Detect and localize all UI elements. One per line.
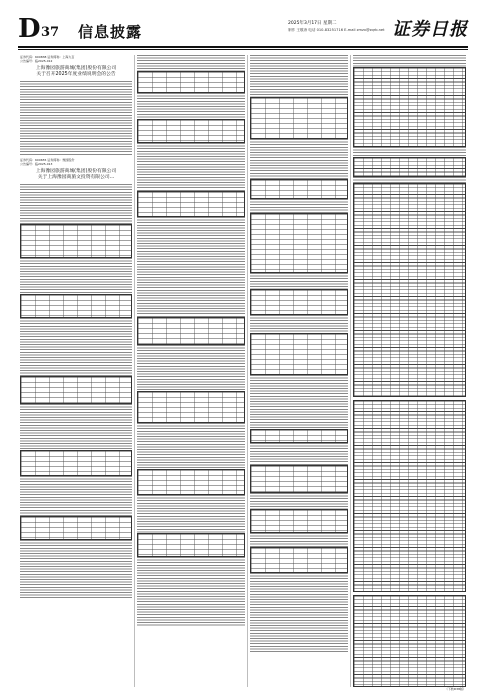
body-text [137, 55, 245, 71]
body-text [137, 423, 245, 469]
notice-title: 关于上海豫园商旅文投资有限公司... [37, 175, 115, 180]
body-text [137, 495, 245, 533]
body-text [137, 217, 245, 317]
notice-headline [20, 63, 132, 81]
data-table [250, 179, 348, 199]
data-table [137, 71, 245, 93]
announcement-number: 公告编号：临2025-012 [20, 59, 53, 63]
data-table [20, 376, 132, 404]
column-divider [350, 55, 351, 687]
body-text [20, 540, 132, 600]
security-code-line: 证券代码：600838 证券简称：上海九百 [20, 55, 75, 59]
data-table [250, 465, 348, 493]
body-text [353, 55, 466, 67]
data-table [353, 595, 466, 687]
body-text [250, 273, 348, 289]
body-text [250, 315, 348, 333]
body-text [250, 375, 348, 429]
body-text [250, 533, 348, 547]
data-table [137, 469, 245, 495]
data-table [137, 317, 245, 345]
data-table [353, 400, 466, 592]
data-table [20, 450, 132, 476]
body-text [20, 318, 132, 376]
data-table [137, 391, 245, 423]
body-text [250, 55, 348, 97]
body-text [137, 557, 245, 627]
page-number: 37 [41, 25, 60, 40]
body-text [137, 345, 245, 391]
data-table [250, 97, 348, 139]
data-table [137, 119, 245, 143]
data-table [250, 547, 348, 573]
masthead-rule-thick [18, 46, 468, 48]
body-text [20, 81, 132, 155]
section-title: 信息披露 [78, 23, 143, 41]
body-text [250, 139, 348, 179]
data-table [353, 157, 466, 177]
security-code-line: 证券代码：600655 证券简称：豫园股份 [20, 158, 75, 162]
body-text [20, 476, 132, 516]
dateline: 2025年3月17日 星期二 [288, 21, 337, 26]
body-text [250, 199, 348, 213]
data-table [250, 213, 348, 273]
column-4 [353, 55, 466, 691]
data-table [20, 516, 132, 540]
body-text [137, 93, 245, 119]
column-3 [250, 55, 348, 687]
data-table [137, 191, 245, 217]
data-table [20, 224, 132, 258]
body-text [20, 404, 132, 450]
data-table [353, 183, 466, 397]
column-1 [20, 55, 132, 687]
data-table [20, 294, 132, 318]
body-text [250, 443, 348, 465]
notice-codes [20, 158, 132, 166]
editor-line: 制作 王敬涛 电话 010-83251716 E-mail zmzx@zqrb.net [288, 28, 385, 32]
company-name: 上海豫园旅游商城(集团)股份有限公司 [35, 169, 117, 174]
notice-headline [20, 166, 132, 184]
data-table [137, 533, 245, 557]
body-text [137, 143, 245, 191]
masthead-rule-thin [18, 49, 468, 50]
body-text [20, 184, 132, 224]
notice-codes [20, 55, 132, 63]
data-table [250, 289, 348, 315]
column-2 [137, 55, 245, 687]
body-text [250, 573, 348, 653]
page-letter: D [18, 14, 41, 44]
notice-title: 关于召开2025年度业绩说明会的公告 [36, 72, 116, 77]
data-table [250, 429, 348, 443]
continued-note: （下转D38版） [444, 687, 466, 691]
column-divider [247, 55, 248, 687]
masthead [18, 14, 468, 44]
data-table [250, 509, 348, 533]
announcement-number: 公告编号：临2025-013 [20, 162, 53, 166]
body-text [250, 493, 348, 509]
column-divider [134, 55, 135, 687]
body-text [20, 258, 132, 294]
body-text [353, 147, 466, 157]
data-table [353, 67, 466, 147]
data-table [250, 333, 348, 375]
newspaper-logo: 证券日报 [392, 19, 468, 40]
company-name: 上海豫园旅游商城(集团)股份有限公司 [35, 66, 117, 71]
